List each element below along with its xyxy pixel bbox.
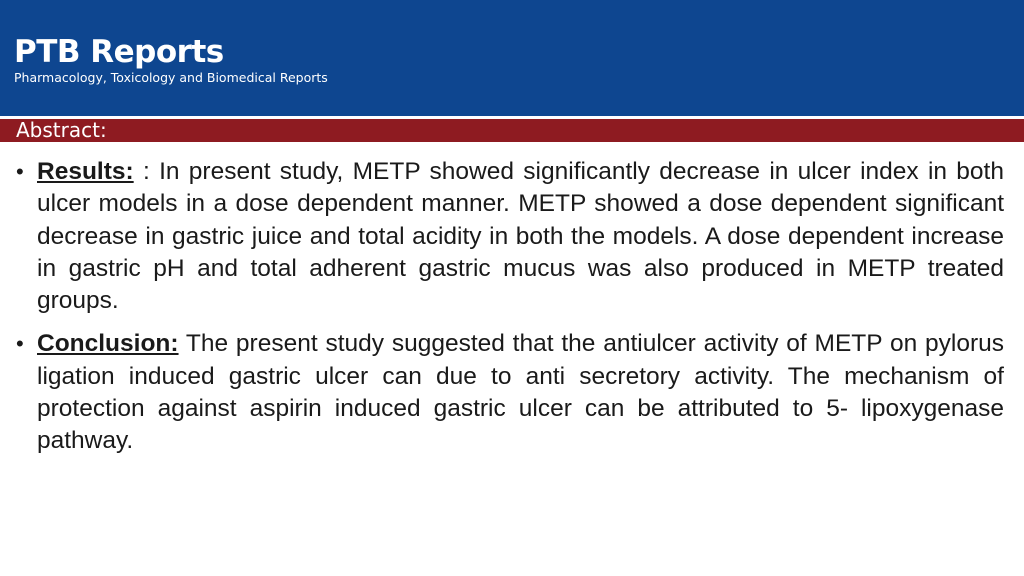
bullet-results [16, 156, 1004, 317]
brand-title: PTB Reports [14, 34, 224, 70]
results-text: : In present study, METP showed significantly decrease in ulcer index in both ulcer models in a dose dependent manner. METP showed a dose dependent significant decrease in gastric juice and total acidity in both the models. A dose dependent increase in gastric pH and total adherent gastric mucus was also produced in METP treated groups. [37, 158, 1004, 315]
bullet-dot-icon: • [16, 331, 24, 357]
results-label: Results: [37, 158, 134, 185]
section-title: Abstract: [16, 118, 107, 142]
bullet-conclusion [16, 328, 1004, 457]
abstract-content [16, 156, 1004, 469]
header-banner [0, 0, 1024, 116]
conclusion-text: The present study suggested that the antiulcer activity of METP on pylorus ligation induced gastric ulcer can due to anti secretory activity. The mechanism of protection against aspirin induced gastric ulcer can be attributed to 5- lipoxygenase pathway. [37, 330, 1004, 455]
bullet-dot-icon: • [16, 159, 24, 184]
section-bar [0, 119, 1024, 142]
brand-subtitle: Pharmacology, Toxicology and Biomedical Reports [14, 70, 328, 85]
conclusion-label: Conclusion: [37, 330, 179, 358]
